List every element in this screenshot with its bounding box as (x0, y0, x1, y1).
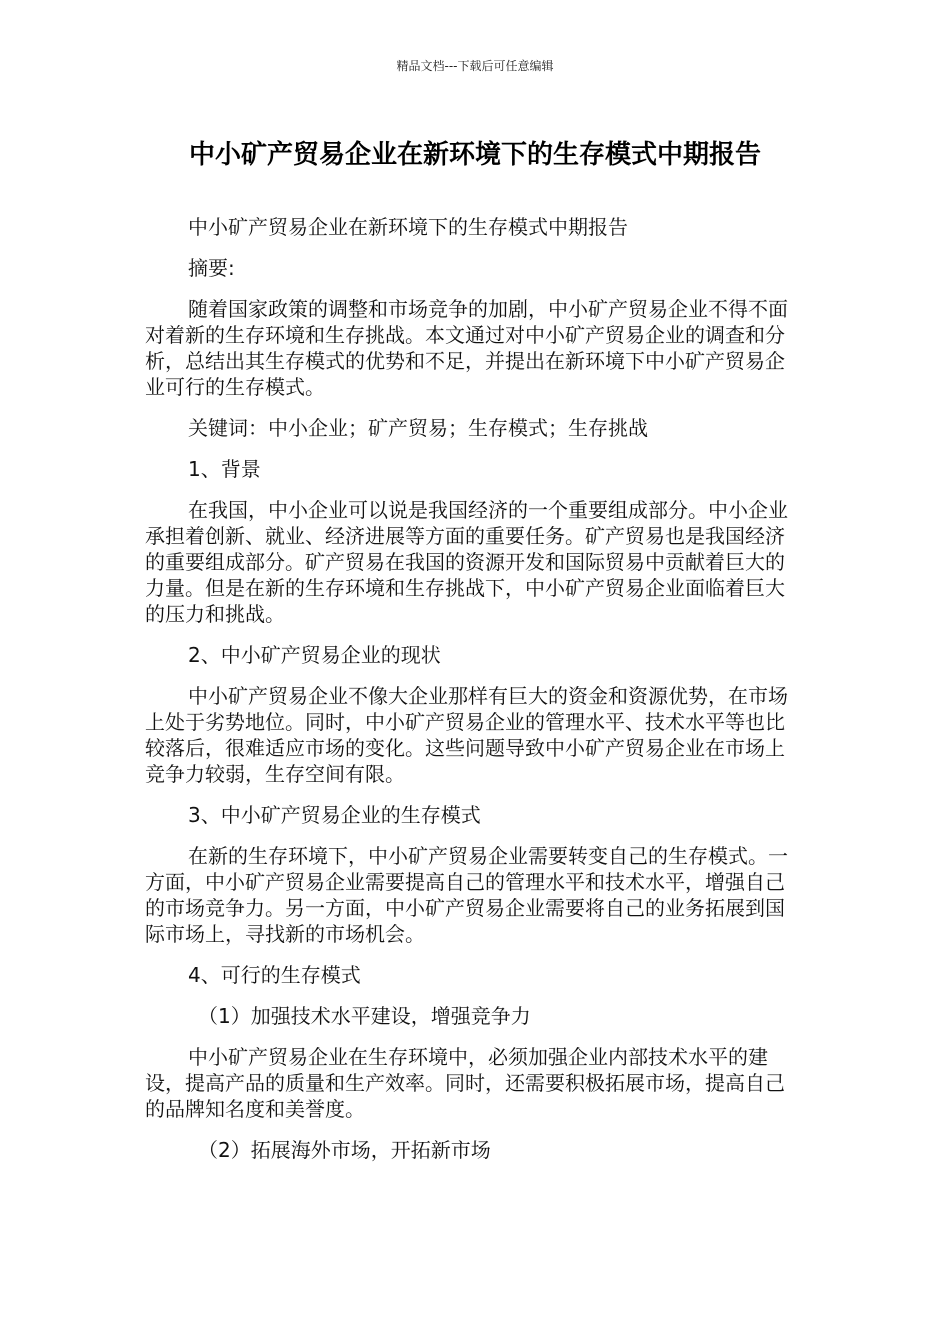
subheading-overseas-market: （2）拓展海外市场，开拓新市场 (198, 1138, 491, 1162)
document-title: 中小矿产贸易企业在新环境下的生存模式中期报告 (188, 140, 761, 170)
header-note: 精品文档---下载后可任意编辑 (396, 59, 554, 73)
section-heading-background: 1、背景 (188, 457, 261, 481)
subheading-technology: （1）加强技术水平建设，增强竞争力 (198, 1004, 531, 1028)
section-heading-feasible-mode: 4、可行的生存模式 (188, 963, 361, 987)
background-paragraph: 在我国，中小企业可以说是我国经济的一个重要组成部分。中小企业承担着创新、就业、经济进展等方面的重要任务。矿产贸易也是我国经济的重要组成部分。矿产贸易在我国的资源开发和国际贸易中贡献着巨大的力量。但是在新的生存环境和生存挑战下，中小矿产贸易企业面临着巨大的压力和挑战。 (145, 498, 788, 626)
technology-paragraph: 中小矿产贸易企业在生存环境中，必须加强企业内部技术水平的建设，提高产品的质量和生产效率。同时，还需要积极拓展市场，提高自己的品牌知名度和美誉度。 (145, 1045, 785, 1121)
section-heading-status: 2、中小矿产贸易企业的现状 (188, 643, 441, 667)
subtitle-paragraph: 中小矿产贸易企业在新环境下的生存模式中期报告 (188, 215, 628, 239)
survival-mode-paragraph: 在新的生存环境下，中小矿产贸易企业需要转变自己的生存模式。一方面，中小矿产贸易企业需要提高自己的管理水平和技术水平，增强自己的市场竞争力。另一方面，中小矿产贸易企业需要将自己的业务拓展到国际市场上，寻找新的市场机会。 (145, 844, 788, 946)
abstract-heading: 摘要: (188, 256, 235, 280)
keywords-paragraph: 关键词：中小企业；矿产贸易；生存模式；生存挑战 (188, 416, 648, 440)
document-body (145, 214, 793, 1178)
status-paragraph: 中小矿产贸易企业不像大企业那样有巨大的资金和资源优势，在市场上处于劣势地位。同时，中小矿产贸易企业的管理水平、技术水平等也比较落后，很难适应市场的变化。这些问题导致中小矿产贸易企业在市场上竞争力较弱，生存空间有限。 (145, 684, 788, 786)
abstract-paragraph: 随着国家政策的调整和市场竞争的加剧，中小矿产贸易企业不得不面对着新的生存环境和生存挑战。本文通过对中小矿产贸易企业的调查和分析，总结出其生存模式的优势和不足，并提出在新环境下中小矿产贸易企业可行的生存模式。 (145, 297, 788, 399)
section-heading-survival-mode: 3、中小矿产贸易企业的生存模式 (188, 803, 481, 827)
